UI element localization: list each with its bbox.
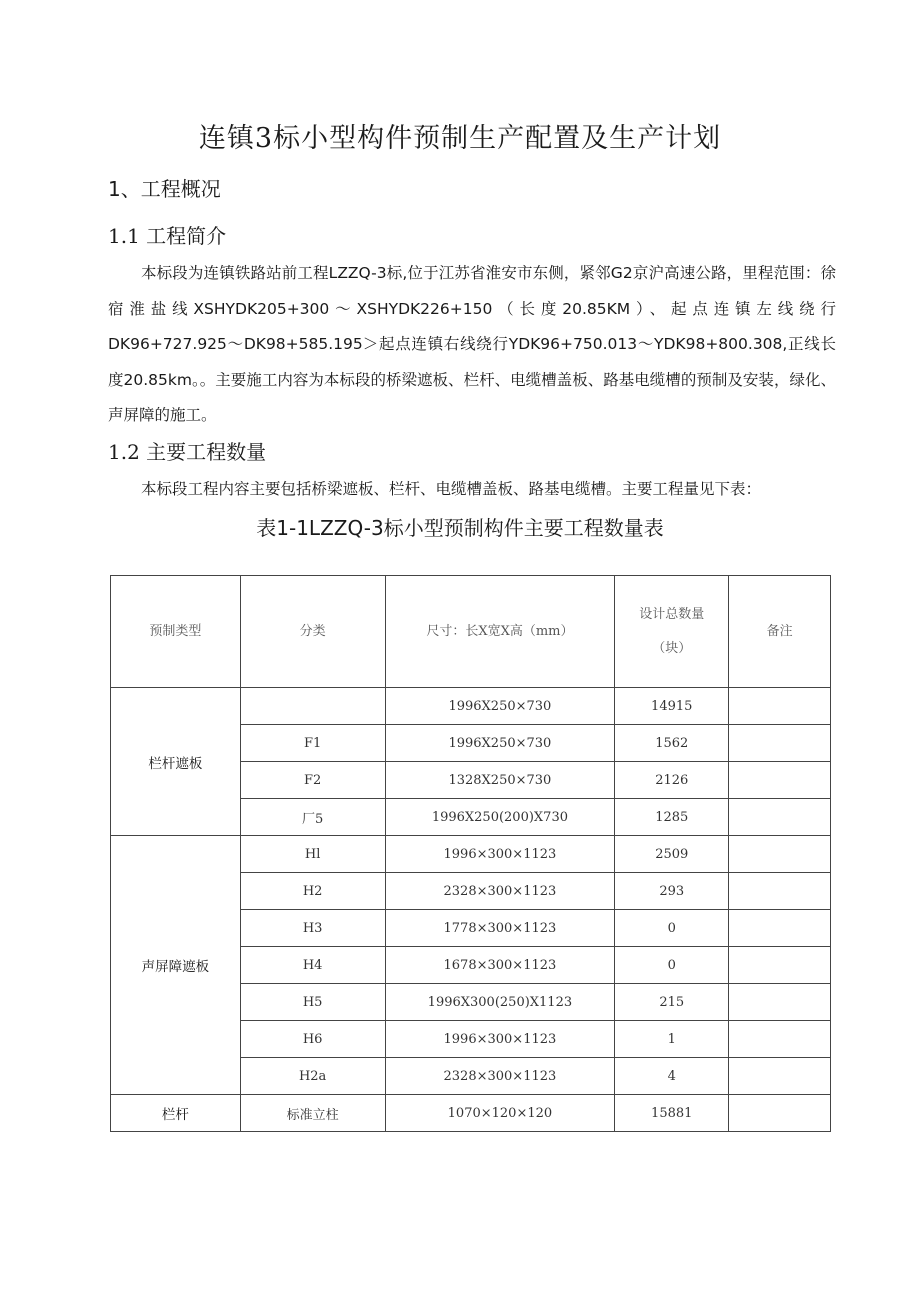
section-1-2-paragraph: 本标段工程内容主要包括桥梁遮板、栏杆、电缆槽盖板、路基电缆槽。主要工程量见下表： [141,480,762,498]
cell-note [729,947,831,984]
cell-category: H4 [240,947,385,984]
cell-quantity: 14915 [615,688,729,725]
cell-size: 1778×300×1123 [385,910,615,947]
header-quantity-line2: （块） [652,640,692,656]
cell-quantity: 1 [615,1021,729,1058]
cell-quantity: 1562 [615,725,729,762]
cell-note [729,725,831,762]
group-name: 栏杆 [111,1095,241,1132]
section-1-heading: 1、工程概况 [108,177,221,201]
cell-size: 1328X250×730 [385,762,615,799]
cell-size: 1996X250(200)X730 [385,799,615,836]
cell-size: 1070×120×120 [385,1095,615,1132]
cell-size: 1996X250×730 [385,688,615,725]
cell-note [729,873,831,910]
section-1-1-number: 1.1 [108,224,140,248]
header-note: 备注 [729,576,831,688]
document-title: 连镇3标小型构件预制生产配置及生产计划 [198,123,722,154]
cell-size: 1996×300×1123 [385,836,615,873]
cell-category: Hl [240,836,385,873]
cell-category [240,688,385,725]
header-category: 分类 [240,576,385,688]
cell-quantity: 4 [615,1058,729,1095]
cell-note [729,1021,831,1058]
table-header-row [111,576,831,688]
section-1-2-heading [108,436,266,465]
cell-category: F2 [240,762,385,799]
header-quantity [615,576,729,688]
cell-quantity: 0 [615,947,729,984]
table-row [111,836,831,873]
cell-category: H3 [240,910,385,947]
cell-category: F1 [240,725,385,762]
section-1-2-number: 1.2 [108,440,140,464]
cell-size: 1996X300(250)X1123 [385,984,615,1021]
cell-note [729,762,831,799]
cell-note [729,910,831,947]
section-1-1-paragraph: 本标段为连镇铁路站前工程LZZQ-3标,位于江苏省淮安市东侧，紧邻G2京沪高速公路，里程范围：徐宿淮盐线XSHYDK205+300～XSHYDK226+150（长度20.85KM）、起点连镇左线绕行DK96+727.925～DK98+585.195＞起点连镇右线绕行YDK96+750.013～YDK98+800.308,正线长度20.85km。。主要施工内容为本标段的桥梁遮板、栏杆、电缆槽盖板、路基电缆槽的预制及安装，绿化、声屏障的施工。 [108,264,836,424]
group-name: 栏杆遮板 [111,688,241,836]
cell-quantity: 15881 [615,1095,729,1132]
table-caption: 表1-1LZZQ-3标小型预制构件主要工程数量表 [256,516,664,540]
cell-size: 1678×300×1123 [385,947,615,984]
cell-size: 2328×300×1123 [385,873,615,910]
cell-note [729,1058,831,1095]
section-1-1-title: 工程简介 [146,224,227,248]
quantity-table [110,575,831,1132]
cell-size: 1996X250×730 [385,725,615,762]
header-size: 尺寸：长X宽X高（mm） [385,576,615,688]
section-1-1-heading [108,220,226,249]
cell-note [729,1095,831,1132]
cell-note [729,836,831,873]
cell-category: H2 [240,873,385,910]
table-row [111,688,831,725]
group-name: 声屏障遮板 [111,836,241,1095]
cell-note [729,984,831,1021]
cell-quantity: 293 [615,873,729,910]
cell-quantity: 1285 [615,799,729,836]
cell-category: 厂5 [240,799,385,836]
cell-size: 1996×300×1123 [385,1021,615,1058]
cell-quantity: 2126 [615,762,729,799]
cell-quantity: 2509 [615,836,729,873]
header-quantity-line1: 设计总数量 [639,606,705,622]
cell-category: 标准立柱 [240,1095,385,1132]
cell-category: H2a [240,1058,385,1095]
cell-note [729,688,831,725]
cell-size: 2328×300×1123 [385,1058,615,1095]
header-type: 预制类型 [111,576,241,688]
cell-category: H5 [240,984,385,1021]
cell-quantity: 215 [615,984,729,1021]
table-row [111,1095,831,1132]
section-1-2-title: 主要工程数量 [146,440,267,464]
cell-category: H6 [240,1021,385,1058]
cell-note [729,799,831,836]
cell-quantity: 0 [615,910,729,947]
